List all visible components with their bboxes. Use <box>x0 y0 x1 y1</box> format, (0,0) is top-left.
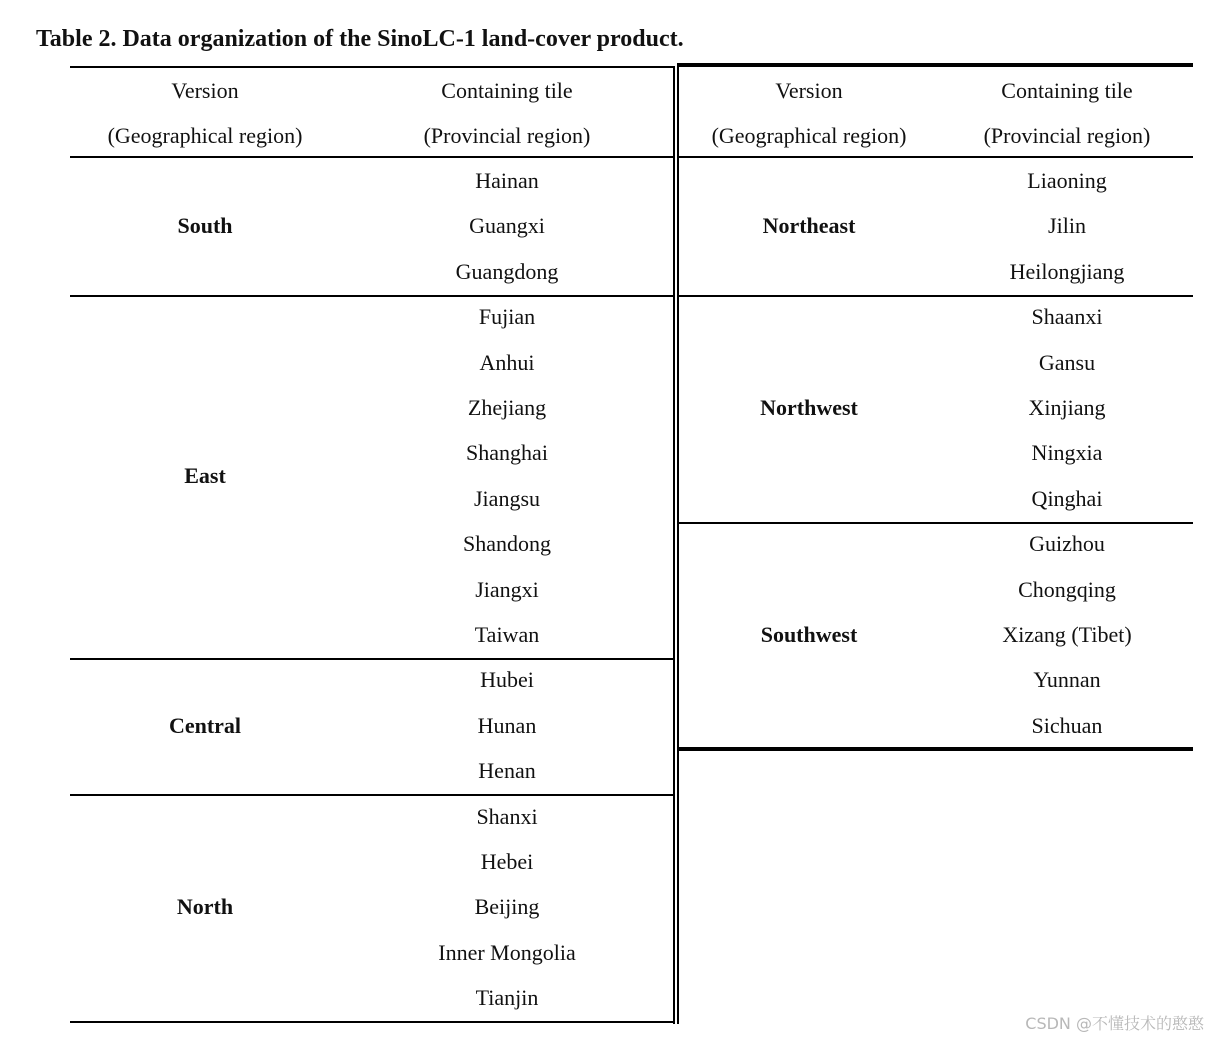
province-cell: Tianjin <box>475 985 539 1011</box>
region-northwest: Northwest <box>760 395 858 420</box>
province-cell: Fujian <box>478 304 536 330</box>
header-prov-region-right: (Provincial region) <box>983 123 1151 148</box>
header-version-right: Version <box>775 78 843 103</box>
province-cell: Gansu <box>1038 349 1096 375</box>
province-cell: Guangxi <box>469 213 545 239</box>
province-cell: Shaanxi <box>1031 304 1103 330</box>
province-cell: Sichuan <box>1031 712 1103 738</box>
column-divider-inner <box>677 66 679 1024</box>
province-cell: Xizang (Tibet) <box>1002 622 1132 647</box>
province-cell: Jiangxi <box>475 576 539 602</box>
province-cell: Taiwan <box>474 622 540 647</box>
region-central: Central <box>168 712 242 738</box>
province-cell: Yunnan <box>1033 667 1101 693</box>
province-cell: Hunan <box>477 712 537 738</box>
region-southwest: Southwest <box>760 622 858 647</box>
province-cell: Anhui <box>479 349 535 375</box>
top-rule-left <box>70 66 673 68</box>
province-cell: Guizhou <box>1029 531 1105 557</box>
bottom-rule-left <box>70 1021 673 1023</box>
region-east: East <box>184 463 226 489</box>
region-north: North <box>176 894 234 920</box>
header-geo-region-right: (Geographical region) <box>711 123 907 148</box>
province-cell: Chongqing <box>1018 576 1116 602</box>
province-cell: Inner Mongolia <box>438 939 576 965</box>
province-cell: Shandong <box>463 531 551 557</box>
header-tile-right: Containing tile <box>1001 78 1133 103</box>
province-cell: Hainan <box>475 168 539 193</box>
province-cell: Jilin <box>1048 213 1086 239</box>
header-tile-left: Containing tile <box>441 78 573 103</box>
province-cell: Heilongjiang <box>1009 258 1125 284</box>
column-divider-outer <box>673 66 675 1024</box>
header-geo-region-left: (Geographical region) <box>107 123 303 148</box>
bottom-rule-right <box>677 747 1193 751</box>
province-cell: Zhejiang <box>467 395 547 420</box>
province-cell: Shanxi <box>476 803 538 829</box>
group-rule-right <box>677 522 1193 524</box>
header-prov-region-left: (Provincial region) <box>423 123 591 148</box>
group-rule-left <box>70 295 673 297</box>
province-cell: Hebei <box>480 849 534 874</box>
group-rule-left <box>70 794 673 796</box>
group-rule-right <box>677 295 1193 297</box>
province-cell: Liaoning <box>1027 168 1107 193</box>
group-rule-left <box>70 658 673 660</box>
province-cell: Xinjiang <box>1028 395 1106 420</box>
watermark: CSDN @不懂技术的憨憨 <box>1025 1014 1204 1033</box>
region-south: South <box>177 213 233 239</box>
province-cell: Shanghai <box>466 440 548 466</box>
province-cell: Hubei <box>480 667 534 693</box>
top-rule-right <box>677 63 1193 67</box>
table-caption: Table 2. Data organization of the SinoLC-1 land-cover product. <box>36 26 684 52</box>
header-rule-right <box>677 156 1193 158</box>
region-northeast: Northeast <box>762 213 856 239</box>
header-rule-left <box>70 156 673 158</box>
province-cell: Henan <box>478 758 536 784</box>
province-cell: Guangdong <box>455 258 559 284</box>
province-cell: Qinghai <box>1031 485 1103 511</box>
province-cell: Ningxia <box>1031 440 1103 466</box>
province-cell: Jiangsu <box>474 485 540 511</box>
header-version-left: Version <box>171 78 239 103</box>
province-cell: Beijing <box>474 894 540 920</box>
